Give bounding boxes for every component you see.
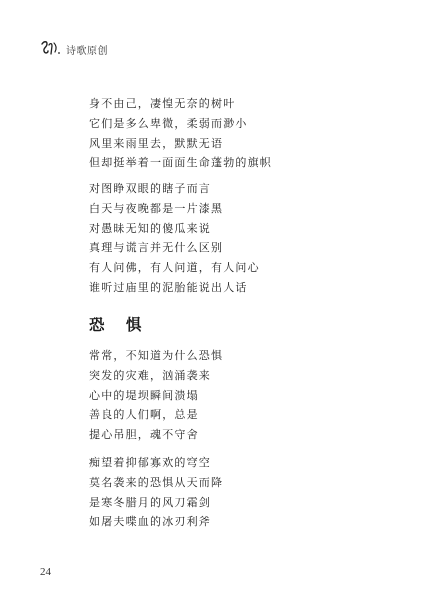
- poem-line: 风里来雨里去，默默无语: [89, 136, 224, 150]
- poem-line: 它们是多么卑微，柔弱而渺小: [89, 116, 248, 130]
- poem-line: 常常，不知道为什么恐惧: [89, 349, 224, 362]
- calligraphy-signature-icon: [40, 40, 62, 58]
- section-label: 诗歌原创: [66, 45, 108, 57]
- poem-line: 痴望着抑郁寡欢的穹空: [89, 456, 211, 469]
- poem-line: 提心吊胆，魂不守舍: [89, 428, 199, 442]
- page-header: [40, 40, 108, 58]
- poem-title: 恐 惧: [89, 315, 150, 334]
- poem-line: 是寒冬腊月的风刀霜剑: [89, 495, 211, 509]
- poem-line: 有人问佛，有人问道，有人问心: [89, 261, 260, 275]
- poem-stanza-4: [89, 453, 223, 532]
- poem-line: 莫名袭来的恐惧从天而降: [89, 475, 224, 489]
- poem-line: 白天与夜晚都是一片漆黑: [89, 201, 224, 215]
- poem-stanza-2: [89, 179, 260, 298]
- poem-line: 善良的人们啊，总是: [89, 408, 199, 422]
- poem-line: 对愚昧无知的傻瓜来说: [89, 221, 211, 235]
- poem-line: 身不由己，凄惶无奈的树叶: [89, 97, 236, 110]
- poem-stanza-1: [89, 94, 272, 173]
- poem-line: 如屠夫喋血的冰刃利斧: [89, 515, 211, 529]
- poem-line: 对图睁双眼的瞎子而言: [89, 182, 211, 195]
- poem-line: 心中的堤坝瞬间溃塌: [89, 388, 199, 402]
- poem-line: 但却挺举着一面面生命蓬勃的旗帜: [89, 156, 272, 170]
- poem-line: 谁听过庙里的泥胎能说出人话: [89, 280, 248, 294]
- poem-stanza-3: [89, 346, 223, 445]
- poem-line: 突发的灾难，汹涌袭来: [89, 368, 211, 382]
- page-number: 24: [40, 566, 51, 578]
- poem-line: 真理与谎言并无什么区别: [89, 241, 224, 255]
